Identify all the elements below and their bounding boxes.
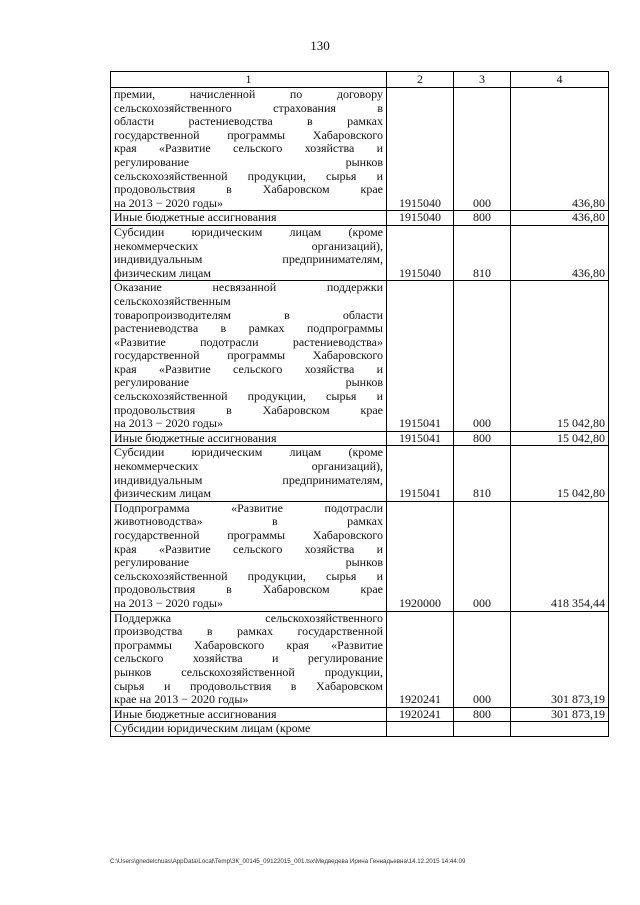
description-line: сельскохозяйственным — [114, 293, 231, 308]
expense-type-code: 000 — [454, 501, 511, 611]
description-line: на 2013 − 2020 годы» — [114, 416, 223, 431]
budget-item-description — [111, 211, 387, 226]
budget-item-description — [111, 281, 387, 432]
budget-item-description — [111, 611, 387, 707]
budget-item-description — [111, 225, 387, 280]
target-article-code: 1920241 — [387, 707, 454, 722]
amount-value: 301 873,19 — [511, 611, 609, 707]
amount-value: 418 354,44 — [511, 501, 609, 611]
column-header: 1 — [111, 72, 387, 88]
description-line: Иные бюджетные ассигнования — [114, 430, 277, 445]
expense-type-code: 810 — [454, 225, 511, 280]
column-header: 3 — [454, 72, 511, 88]
expense-type-code: 000 — [454, 611, 511, 707]
amount-value: 15 042,80 — [511, 281, 609, 432]
column-header: 4 — [511, 72, 609, 88]
description-line: Субсидии юридическим лицам (кроме — [114, 445, 383, 460]
description-line: рынков сельскохозяйственной продукции, — [114, 664, 383, 679]
table-row — [111, 88, 609, 211]
amount-value: 15 042,80 — [511, 431, 609, 446]
table-row — [111, 281, 609, 432]
description-line: государственной программы Хабаровского — [114, 348, 383, 363]
description-line: премии, начисленной по договору — [114, 87, 383, 101]
description-line: регулирование рынков — [114, 555, 383, 570]
amount-value: 436,80 — [511, 88, 609, 211]
description-line: Подпрограмма «Развитие подотрасли — [114, 500, 383, 515]
description-line: продовольствия в Хабаровском крае — [114, 582, 383, 597]
expense-type-code: 000 — [454, 281, 511, 432]
amount-value: 436,80 — [511, 211, 609, 226]
description-line: товаропроизводителям в области — [114, 307, 383, 322]
description-line: Иные бюджетные ассигнования — [114, 210, 277, 225]
table-row — [111, 611, 609, 707]
expense-type-code: 810 — [454, 446, 511, 501]
table-row — [111, 211, 609, 226]
description-line: некоммерческих организаций), — [114, 459, 383, 474]
amount-value — [511, 722, 609, 737]
budget-item-description — [111, 707, 387, 722]
description-line: крае на 2013 − 2020 годы» — [114, 692, 249, 707]
table-header-row — [111, 72, 609, 88]
description-line: некоммерческих организаций), — [114, 238, 383, 253]
description-line: государственной программы Хабаровского — [114, 127, 383, 142]
target-article-code: 1920241 — [387, 611, 454, 707]
description-line: на 2013 − 2020 годы» — [114, 595, 223, 610]
amount-value: 301 873,19 — [511, 707, 609, 722]
amount-value: 15 042,80 — [511, 446, 609, 501]
description-line: индивидуальным предпринимателям, — [114, 472, 383, 487]
table-row — [111, 225, 609, 280]
page-number: 130 — [310, 38, 330, 53]
expense-type-code: 800 — [454, 707, 511, 722]
expense-type-code: 000 — [454, 88, 511, 211]
description-line: производства в рамках государственной — [114, 624, 383, 639]
target-article-code: 1915040 — [387, 88, 454, 211]
table-row — [111, 501, 609, 611]
target-article-code — [387, 722, 454, 737]
target-article-code: 1915041 — [387, 431, 454, 446]
description-line: сельскохозяйственной продукции, сырья и — [114, 168, 383, 183]
description-line: Поддержка сельскохозяйственного — [114, 610, 383, 625]
description-line: продовольствия в Хабаровском крае — [114, 182, 383, 197]
amount-value: 436,80 — [511, 225, 609, 280]
description-line: Субсидии юридическим лицам (кроме — [114, 721, 311, 736]
description-line: регулирование рынков — [114, 154, 383, 169]
table-row — [111, 446, 609, 501]
expense-type-code: 800 — [454, 211, 511, 226]
table-row — [111, 431, 609, 446]
target-article-code: 1920000 — [387, 501, 454, 611]
description-line: на 2013 − 2020 годы» — [114, 195, 223, 210]
expense-type-code — [454, 722, 511, 737]
description-line: сельскохозяйственного страхования в — [114, 100, 383, 115]
description-line: индивидуальным предпринимателям, — [114, 252, 383, 267]
description-line: программы Хабаровского края «Развитие — [114, 637, 383, 652]
description-line: физическим лицам — [114, 265, 211, 280]
description-line: сельскохозяйственной продукции, сырья и — [114, 389, 383, 404]
description-line: области растениеводства в рамках — [114, 114, 383, 129]
description-line: сельского хозяйства и регулирование — [114, 651, 383, 666]
table-row — [111, 707, 609, 722]
description-line: сырья и продовольствия в Хабаровском — [114, 678, 383, 693]
budget-item-description — [111, 501, 387, 611]
table-row — [111, 722, 609, 737]
description-line: края «Развитие сельского хозяйства и — [114, 541, 383, 556]
description-line: Субсидии юридическим лицам (кроме — [114, 224, 383, 239]
description-line: растениеводства в рамках подпрограммы — [114, 321, 383, 336]
description-line: сельскохозяйственной продукции, сырья и — [114, 568, 383, 583]
target-article-code: 1915041 — [387, 281, 454, 432]
description-line: «Развитие подотрасли растениеводства» — [114, 334, 383, 349]
description-line: Иные бюджетные ассигнования — [114, 706, 277, 721]
target-article-code: 1915040 — [387, 225, 454, 280]
budget-item-description — [111, 88, 387, 211]
description-line: животноводства» в рамках — [114, 514, 383, 529]
expense-type-code: 800 — [454, 431, 511, 446]
target-article-code: 1915040 — [387, 211, 454, 226]
description-line: края «Развитие сельского хозяйства и — [114, 361, 383, 376]
budget-item-description — [111, 431, 387, 446]
budget-item-description — [111, 722, 387, 737]
target-article-code: 1915041 — [387, 446, 454, 501]
description-line: физическим лицам — [114, 486, 211, 501]
description-line: регулирование рынков — [114, 375, 383, 390]
description-line: Оказание несвязанной поддержки — [114, 280, 383, 295]
budget-table — [110, 71, 609, 737]
description-line: государственной программы Хабаровского — [114, 528, 383, 542]
document-footer-path: C:\Users\gnedelchuas\AppData\Local\Temp\ЗК_00145_09122015_001.tsx\Медведева Ирина Геннадьевна\14.12.2015 14:44:09 — [110, 858, 466, 865]
budget-item-description — [111, 446, 387, 501]
description-line: продовольствия в Хабаровском крае — [114, 402, 383, 417]
description-line: края «Развитие сельского хозяйства и — [114, 141, 383, 156]
column-header: 2 — [387, 72, 454, 88]
